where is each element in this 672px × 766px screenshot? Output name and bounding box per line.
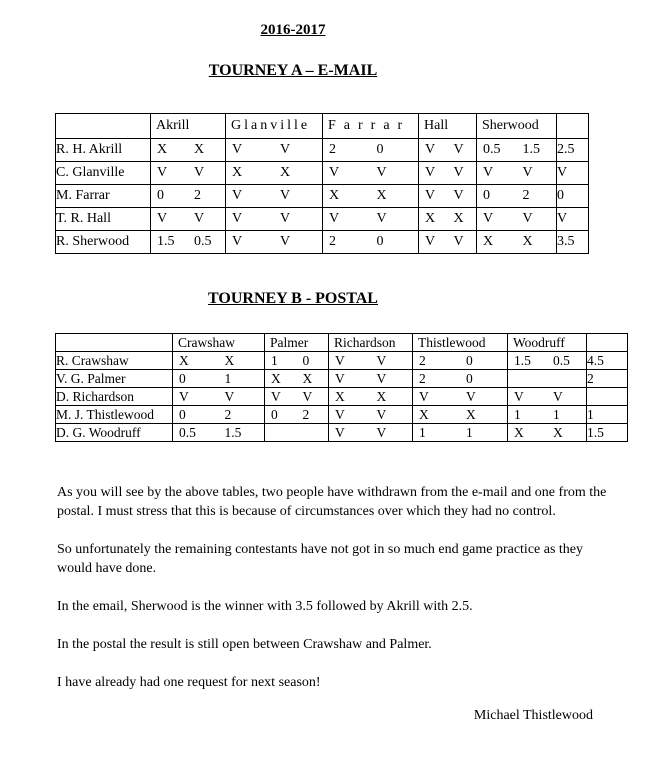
column-header-thistlewood: Thistlewood — [413, 334, 508, 352]
game-result: V — [232, 187, 243, 203]
tourney-a-table — [55, 113, 589, 254]
game-result: 1.5 — [224, 424, 242, 440]
game-result: V — [179, 388, 189, 404]
game-result: V — [376, 406, 387, 422]
game-result: 1 — [514, 406, 521, 422]
game-result: V — [376, 370, 387, 386]
game-result: 1.5 — [157, 233, 175, 249]
tourney-b-heading-band — [0, 254, 586, 308]
game-result: V — [157, 164, 168, 180]
game-result: V — [335, 352, 345, 368]
game-result: V — [194, 164, 205, 180]
result-cell — [265, 352, 329, 370]
table-row — [56, 162, 589, 185]
table-row — [56, 208, 589, 231]
game-result: V — [376, 164, 387, 180]
game-result: V — [483, 164, 494, 180]
paragraph-practice: So unfortunately the remaining contestants have not got in so much end game practice as they would have done. — [57, 542, 584, 576]
game-result: V — [302, 388, 313, 404]
table-row — [56, 185, 589, 208]
game-result: 2 — [522, 187, 530, 203]
result-cell — [226, 139, 323, 162]
game-result: 2 — [329, 141, 336, 157]
game-result: V — [271, 388, 281, 404]
result-cell — [329, 352, 413, 370]
tourney-a-heading-band — [0, 39, 586, 80]
column-header-sherwood: Sherwood — [477, 114, 557, 139]
game-result: X — [157, 141, 168, 157]
result-cell — [419, 162, 477, 185]
result-cell — [419, 139, 477, 162]
result-cell — [477, 162, 557, 185]
result-cell — [173, 406, 265, 424]
total-cell: 2 — [587, 370, 628, 388]
total-cell: 1.5 — [587, 424, 628, 442]
game-result: X — [194, 141, 205, 157]
result-cell — [173, 352, 265, 370]
game-result: 0 — [483, 187, 490, 203]
game-result: 2 — [419, 352, 426, 368]
result-cell — [226, 162, 323, 185]
column-header-empty — [56, 114, 151, 139]
total-cell: 3.5 — [557, 231, 589, 254]
game-result: V — [453, 187, 464, 203]
game-result: X — [232, 164, 243, 180]
result-cell — [151, 208, 226, 231]
column-header-crawshaw: Crawshaw — [173, 334, 265, 352]
season-title: 2016-2017 — [260, 22, 326, 38]
game-result: X — [280, 164, 291, 180]
result-cell — [329, 406, 413, 424]
result-cell — [413, 424, 508, 442]
game-result: X — [224, 352, 235, 368]
player-name-cell: D. Richardson — [56, 388, 173, 406]
result-cell — [265, 370, 329, 388]
game-result: 0 — [466, 352, 473, 368]
signature: Michael Thistlewood — [473, 708, 593, 723]
game-result: V — [329, 210, 340, 226]
game-result: X — [419, 406, 429, 422]
game-result: V — [483, 210, 494, 226]
table-row — [56, 139, 589, 162]
game-result: 0 — [271, 406, 278, 422]
game-result: X — [466, 406, 476, 422]
game-result: V — [329, 164, 340, 180]
table-row — [56, 388, 628, 406]
game-result: X — [179, 352, 189, 368]
game-result: V — [232, 233, 243, 249]
game-result: V — [280, 141, 291, 157]
game-result: X — [271, 370, 281, 386]
result-cell — [151, 139, 226, 162]
game-result: 1 — [419, 424, 426, 440]
game-result: V — [280, 233, 291, 249]
game-result: V — [280, 187, 291, 203]
game-result: V — [466, 388, 476, 404]
result-cell — [173, 370, 265, 388]
column-header-palmer: Palmer — [265, 334, 329, 352]
game-result: 0 — [302, 352, 310, 368]
game-result: 0.5 — [553, 352, 570, 368]
game-result: V — [224, 388, 235, 404]
result-cell — [173, 388, 265, 406]
game-result: 0.5 — [483, 141, 501, 157]
tourney-b-heading: TOURNEY B - POSTAL — [208, 290, 378, 307]
result-cell — [265, 388, 329, 406]
result-cell — [477, 185, 557, 208]
game-result: X — [522, 233, 533, 249]
player-name-cell: V. G. Palmer — [56, 370, 173, 388]
game-result: 1 — [224, 370, 232, 386]
table-row — [56, 406, 628, 424]
title-band — [0, 0, 586, 39]
game-result: 0 — [376, 233, 384, 249]
game-result: V — [553, 388, 563, 404]
tourney-b-table — [55, 333, 628, 442]
player-name-cell: M. J. Thistlewood — [56, 406, 173, 424]
game-result: 0 — [179, 370, 186, 386]
game-result: X — [329, 187, 340, 203]
game-result: V — [522, 210, 533, 226]
paragraph-next-season: I have already had one request for next season! — [57, 675, 321, 690]
result-cell — [477, 231, 557, 254]
column-header-hall: Hall — [419, 114, 477, 139]
game-result: V — [453, 164, 464, 180]
result-cell — [323, 231, 419, 254]
game-result: X — [453, 210, 464, 226]
game-result: V — [157, 210, 168, 226]
game-result: 0.5 — [194, 233, 212, 249]
column-header-empty — [557, 114, 589, 139]
player-name-cell: C. Glanville — [56, 162, 151, 185]
game-result: X — [335, 388, 345, 404]
player-name-cell: D. G. Woodruff — [56, 424, 173, 442]
game-result: V — [335, 406, 345, 422]
result-cell — [413, 388, 508, 406]
game-result: 1.5 — [522, 141, 540, 157]
game-result: V — [194, 210, 205, 226]
result-cell — [226, 231, 323, 254]
result-cell — [413, 370, 508, 388]
game-result: 1 — [466, 424, 473, 440]
result-cell — [329, 388, 413, 406]
game-result: 1.5 — [514, 352, 531, 368]
result-cell — [413, 352, 508, 370]
game-result: 2 — [194, 187, 201, 203]
result-cell — [323, 208, 419, 231]
player-name-cell: T. R. Hall — [56, 208, 151, 231]
result-cell — [508, 370, 587, 388]
result-cell — [329, 424, 413, 442]
game-result: 0.5 — [179, 424, 196, 440]
result-cell — [173, 424, 265, 442]
game-result: 0 — [376, 141, 384, 157]
result-cell — [477, 208, 557, 231]
result-cell — [508, 388, 587, 406]
total-cell: 0 — [557, 185, 589, 208]
game-result: V — [376, 210, 387, 226]
paragraph-withdrawn: As you will see by the above tables, two people have withdrawn from the e-mail and one from the postal. I must stress that this is because of circumstances over which they had no control. — [57, 485, 607, 519]
result-cell — [151, 231, 226, 254]
result-cell — [151, 185, 226, 208]
result-cell — [323, 162, 419, 185]
result-cell — [265, 424, 329, 442]
game-result: X — [376, 187, 387, 203]
game-result: X — [483, 233, 494, 249]
game-result: 1 — [271, 352, 278, 368]
table-row — [56, 424, 628, 442]
table-row — [56, 231, 589, 254]
game-result: V — [453, 233, 464, 249]
game-result: V — [419, 388, 429, 404]
result-cell — [413, 406, 508, 424]
game-result: V — [376, 352, 387, 368]
game-result: X — [553, 424, 563, 440]
game-result: V — [425, 233, 436, 249]
table-row — [56, 370, 628, 388]
player-name-cell: R. Crawshaw — [56, 352, 173, 370]
game-result: V — [232, 141, 243, 157]
total-cell: 1 — [587, 406, 628, 424]
result-cell — [419, 231, 477, 254]
player-name-cell: R. Sherwood — [56, 231, 151, 254]
game-result: 1 — [553, 406, 560, 422]
game-result: V — [425, 141, 436, 157]
column-header-woodruff: Woodruff — [508, 334, 587, 352]
column-header-richardson: Richardson — [329, 334, 413, 352]
column-header-akrill: Akrill — [151, 114, 226, 139]
result-cell — [419, 208, 477, 231]
game-result: V — [425, 187, 436, 203]
game-result: V — [453, 141, 464, 157]
game-result: 2 — [224, 406, 232, 422]
result-cell — [508, 406, 587, 424]
game-result: V — [376, 424, 387, 440]
total-cell: 4.5 — [587, 352, 628, 370]
paragraph-email-result: In the email, Sherwood is the winner with 3.5 followed by Akrill with 2.5. — [57, 599, 473, 614]
game-result: 0 — [179, 406, 186, 422]
total-cell: V — [557, 162, 589, 185]
column-header-farrar: Farrar — [323, 114, 419, 139]
column-header-empty — [587, 334, 628, 352]
game-result: V — [514, 388, 524, 404]
game-result: V — [280, 210, 291, 226]
game-result: V — [232, 210, 243, 226]
result-cell — [329, 370, 413, 388]
paragraph-postal-result: In the postal the result is still open between Crawshaw and Palmer. — [57, 637, 432, 652]
game-result: 2 — [419, 370, 426, 386]
result-cell — [151, 162, 226, 185]
total-cell: 2.5 — [557, 139, 589, 162]
total-cell: V — [557, 208, 589, 231]
table-row — [56, 352, 628, 370]
game-result: 0 — [157, 187, 164, 203]
tourney-a-heading: TOURNEY A – E-MAIL — [208, 62, 378, 79]
result-cell — [226, 208, 323, 231]
game-result: X — [376, 388, 387, 404]
player-name-cell: R. H. Akrill — [56, 139, 151, 162]
game-result: X — [302, 370, 313, 386]
game-result: V — [425, 164, 436, 180]
result-cell — [323, 185, 419, 208]
game-result: V — [335, 424, 345, 440]
column-header-glanville: Glanville — [226, 114, 323, 139]
result-cell — [508, 424, 587, 442]
result-cell — [477, 139, 557, 162]
game-result: 0 — [466, 370, 473, 386]
player-name-cell: M. Farrar — [56, 185, 151, 208]
result-cell — [508, 352, 587, 370]
result-cell — [419, 185, 477, 208]
total-cell — [587, 388, 628, 406]
game-result: V — [522, 164, 533, 180]
result-cell — [265, 406, 329, 424]
game-result: V — [335, 370, 345, 386]
game-result: 2 — [302, 406, 310, 422]
column-header-empty — [56, 334, 173, 352]
result-cell — [323, 139, 419, 162]
game-result: X — [425, 210, 436, 226]
game-result: 2 — [329, 233, 336, 249]
result-cell — [226, 185, 323, 208]
game-result: X — [514, 424, 524, 440]
